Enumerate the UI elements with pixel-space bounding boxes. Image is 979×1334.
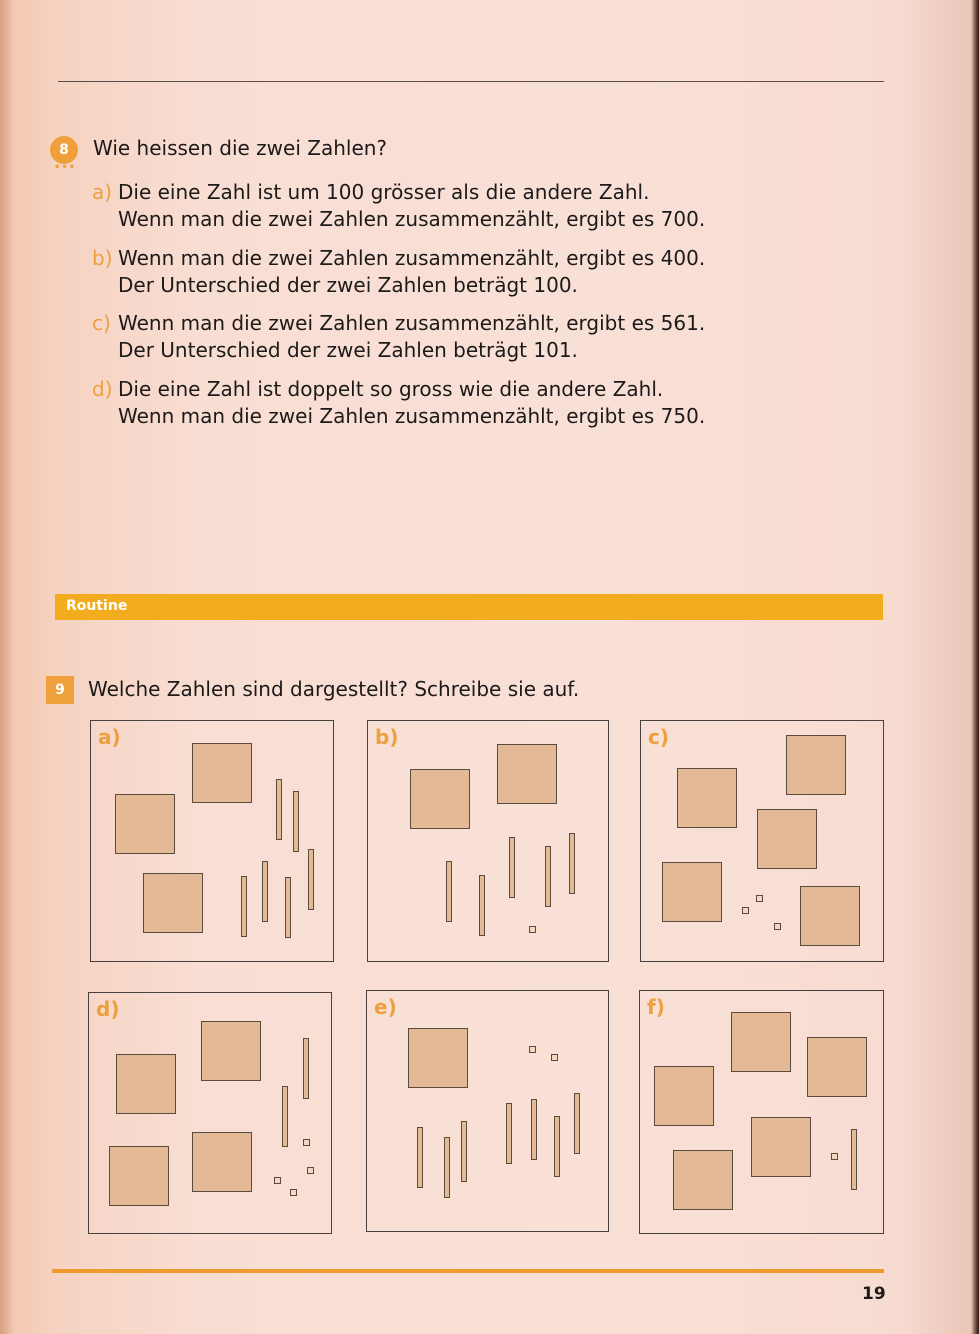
- ten-rod: [285, 877, 291, 938]
- ten-rod: [282, 1086, 288, 1147]
- box-label: e): [374, 995, 397, 1019]
- ten-rod: [303, 1038, 309, 1099]
- hundred-block: [192, 1132, 252, 1192]
- exercise-8-task-c: [92, 310, 705, 364]
- hundred-block: [116, 1054, 176, 1114]
- ten-rod: [479, 875, 485, 936]
- ten-rod: [241, 876, 247, 937]
- blocks-box-d: [88, 992, 332, 1234]
- task-line-1: Die eine Zahl ist um 100 grösser als die andere Zahl.: [118, 180, 650, 204]
- hundred-block: [410, 769, 470, 829]
- hundred-block: [497, 744, 557, 804]
- hundred-block: [654, 1066, 714, 1126]
- exercise-8-task-b: [92, 245, 705, 299]
- task-line-2: Wenn man die zwei Zahlen zusammenzählt, ergibt es 750.: [118, 404, 706, 428]
- task-line-1: Wenn man die zwei Zahlen zusammenzählt, ergibt es 561.: [118, 311, 706, 335]
- hundred-block: [731, 1012, 791, 1072]
- ten-rod: [262, 861, 268, 922]
- blocks-box-c: [640, 720, 884, 962]
- ten-rod: [569, 833, 575, 894]
- routine-label: Routine: [66, 598, 128, 614]
- one-cube: [551, 1054, 558, 1061]
- ten-rod: [545, 846, 551, 907]
- ten-rod: [293, 791, 299, 852]
- exercise-8-task-d: [92, 376, 705, 430]
- page-edge-right: [971, 0, 979, 1334]
- one-cube: [529, 1046, 536, 1053]
- hundred-block: [751, 1117, 811, 1177]
- hundred-block: [662, 862, 722, 922]
- hundred-block: [677, 768, 737, 828]
- ten-rod: [308, 849, 314, 910]
- hundred-block: [800, 886, 860, 946]
- exercise-8-title: Wie heissen die zwei Zahlen?: [93, 136, 388, 160]
- ten-rod: [574, 1093, 580, 1154]
- box-label: c): [648, 725, 669, 749]
- hundred-block: [757, 809, 817, 869]
- hundred-block: [201, 1021, 261, 1081]
- box-label: d): [96, 997, 120, 1021]
- top-rule: [58, 81, 884, 82]
- footer-rule: [52, 1269, 884, 1273]
- one-cube: [742, 907, 749, 914]
- ten-rod: [276, 779, 282, 840]
- one-cube: [831, 1153, 838, 1160]
- ten-rod: [444, 1137, 450, 1198]
- hundred-block: [192, 743, 252, 803]
- task-line-1: Wenn man die zwei Zahlen zusammenzählt, ergibt es 400.: [118, 246, 706, 270]
- exercise-9-title: Welche Zahlen sind dargestellt? Schreibe sie auf.: [88, 677, 580, 701]
- box-label: f): [647, 995, 665, 1019]
- hundred-block: [143, 873, 203, 933]
- one-cube: [290, 1189, 297, 1196]
- blocks-box-e: [366, 990, 609, 1232]
- box-label: b): [375, 725, 399, 749]
- task-line-2: Der Unterschied der zwei Zahlen beträgt 100.: [118, 273, 578, 297]
- one-cube: [756, 895, 763, 902]
- task-label: b): [92, 246, 113, 270]
- blocks-box-b: [367, 720, 609, 962]
- exercise-9-number-badge: 9: [46, 676, 74, 704]
- task-line-1: Die eine Zahl ist doppelt so gross wie die andere Zahl.: [118, 377, 664, 401]
- page-edge-left: [0, 0, 14, 1334]
- hundred-block: [109, 1146, 169, 1206]
- box-label: a): [98, 725, 121, 749]
- ten-rod: [851, 1129, 857, 1190]
- ten-rod: [506, 1103, 512, 1164]
- hundred-block: [115, 794, 175, 854]
- task-line-2: Wenn man die zwei Zahlen zusammenzählt, ergibt es 700.: [118, 207, 706, 231]
- exercise-8-task-a: [92, 179, 705, 233]
- hundred-block: [807, 1037, 867, 1097]
- exercise-8-number-badge: 8: [50, 136, 78, 164]
- ten-rod: [531, 1099, 537, 1160]
- routine-banner: [55, 594, 883, 620]
- page-number: 19: [862, 1284, 886, 1304]
- difficulty-dots-icon: •••: [54, 162, 77, 173]
- hundred-block: [408, 1028, 468, 1088]
- ten-rod: [554, 1116, 560, 1177]
- one-cube: [529, 926, 536, 933]
- task-label: d): [92, 377, 113, 401]
- ten-rod: [509, 837, 515, 898]
- task-label: c): [92, 311, 111, 335]
- ten-rod: [446, 861, 452, 922]
- blocks-box-f: [639, 990, 884, 1234]
- one-cube: [307, 1167, 314, 1174]
- blocks-box-a: [90, 720, 334, 962]
- hundred-block: [786, 735, 846, 795]
- task-label: a): [92, 180, 113, 204]
- task-line-2: Der Unterschied der zwei Zahlen beträgt 101.: [118, 338, 578, 362]
- one-cube: [303, 1139, 310, 1146]
- ten-rod: [461, 1121, 467, 1182]
- ten-rod: [417, 1127, 423, 1188]
- one-cube: [274, 1177, 281, 1184]
- one-cube: [774, 923, 781, 930]
- hundred-block: [673, 1150, 733, 1210]
